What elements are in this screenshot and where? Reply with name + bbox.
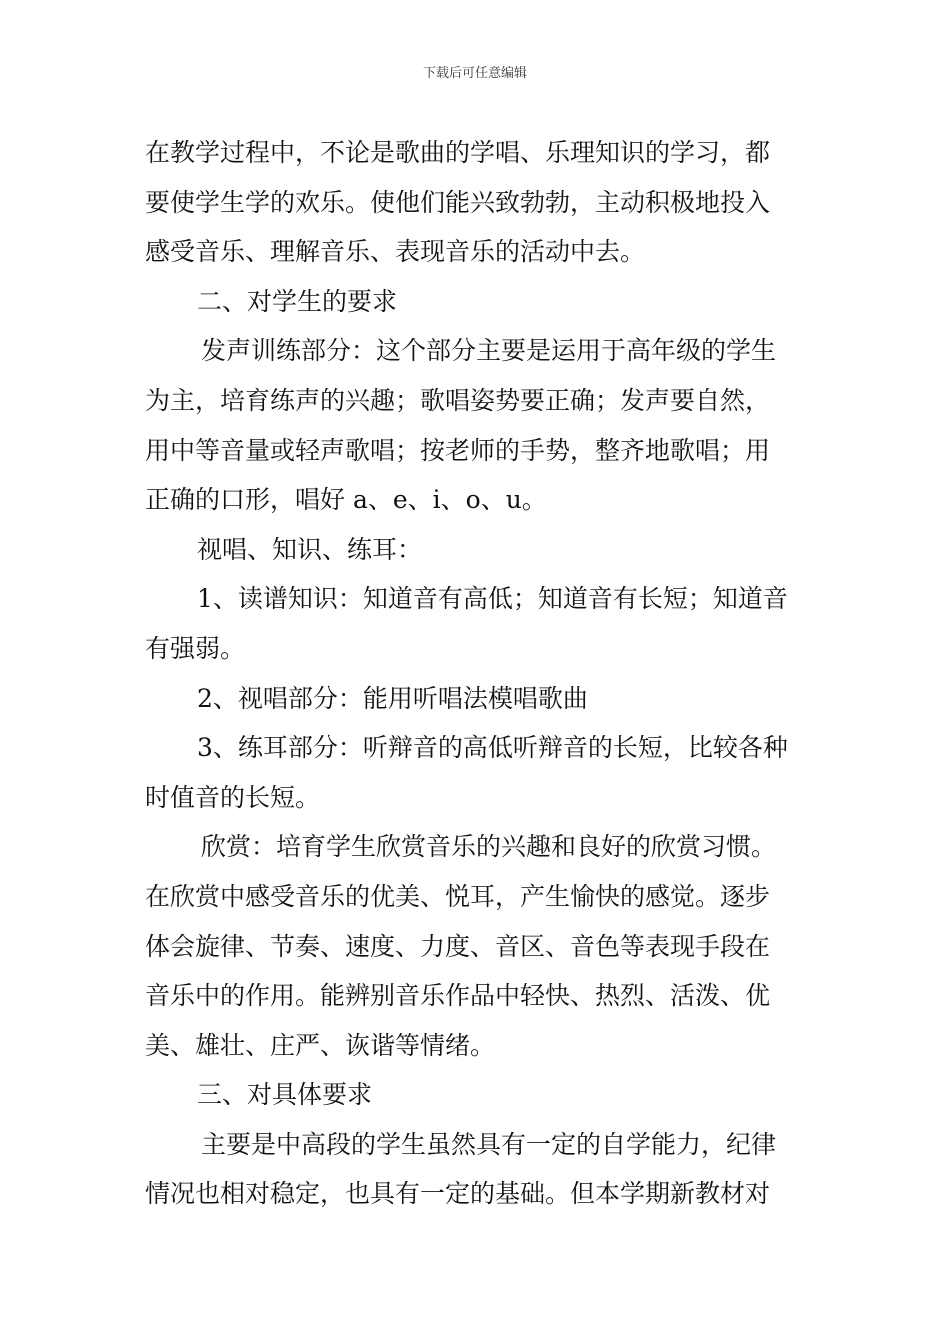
text-line: 要使学生学的欢乐。使他们能兴致勃勃，主动积极地投入 (145, 187, 771, 217)
text-line: 体会旋律、节奏、速度、力度、音区、音色等表现手段在 (145, 931, 771, 961)
document-body (145, 128, 807, 1219)
text-line: 有强弱。 (145, 633, 246, 663)
text-line: 为主，培育练声的兴趣；歌唱姿势要正确；发声要自然， (145, 385, 771, 415)
text-line: 时值音的长短。 (145, 782, 321, 812)
text-line: 感受音乐、理解音乐、表现音乐的活动中去。 (145, 237, 646, 267)
text-line: 欣赏：培育学生欣赏音乐的兴趣和良好的欣赏习惯。 (201, 832, 777, 862)
text-line: 用中等音量或轻声歌唱；按老师的手势，整齐地歌唱；用 (145, 435, 771, 465)
page-header: 下载后可任意编辑 (422, 66, 527, 81)
section-heading: 三、对具体要求 (197, 1080, 373, 1110)
text-line: 3、练耳部分：听辩音的高低听辩音的长短，比较各种 (197, 733, 788, 763)
text-line: 正确的口形，唱好 a、e、i、o、u。 (145, 485, 547, 515)
text-line: 在欣赏中感受音乐的优美、悦耳，产生愉快的感觉。逐步 (145, 881, 771, 911)
text-line: 美、雄壮、庄严、诙谐等情绪。 (145, 1030, 496, 1060)
text-line: 在教学过程中，不论是歌曲的学唱、乐理知识的学习，都 (145, 138, 771, 167)
text-line: 2、视唱部分：能用听唱法模唱歌曲 (197, 683, 588, 713)
text-line: 视唱、知识、练耳： (197, 534, 423, 564)
text-line: 1、读谱知识：知道音有高低；知道音有长短；知道音 (197, 584, 788, 614)
text-line: 发声训练部分：这个部分主要是运用于高年级的学生 (201, 336, 777, 366)
text-line: 情况也相对稳定，也具有一定的基础。但本学期新教材对 (145, 1179, 771, 1209)
text-line: 音乐中的作用。能辨别音乐作品中轻快、热烈、活泼、优 (145, 981, 771, 1011)
section-heading: 二、对学生的要求 (197, 286, 398, 316)
text-line: 主要是中高段的学生虽然具有一定的自学能力，纪律 (201, 1129, 777, 1159)
